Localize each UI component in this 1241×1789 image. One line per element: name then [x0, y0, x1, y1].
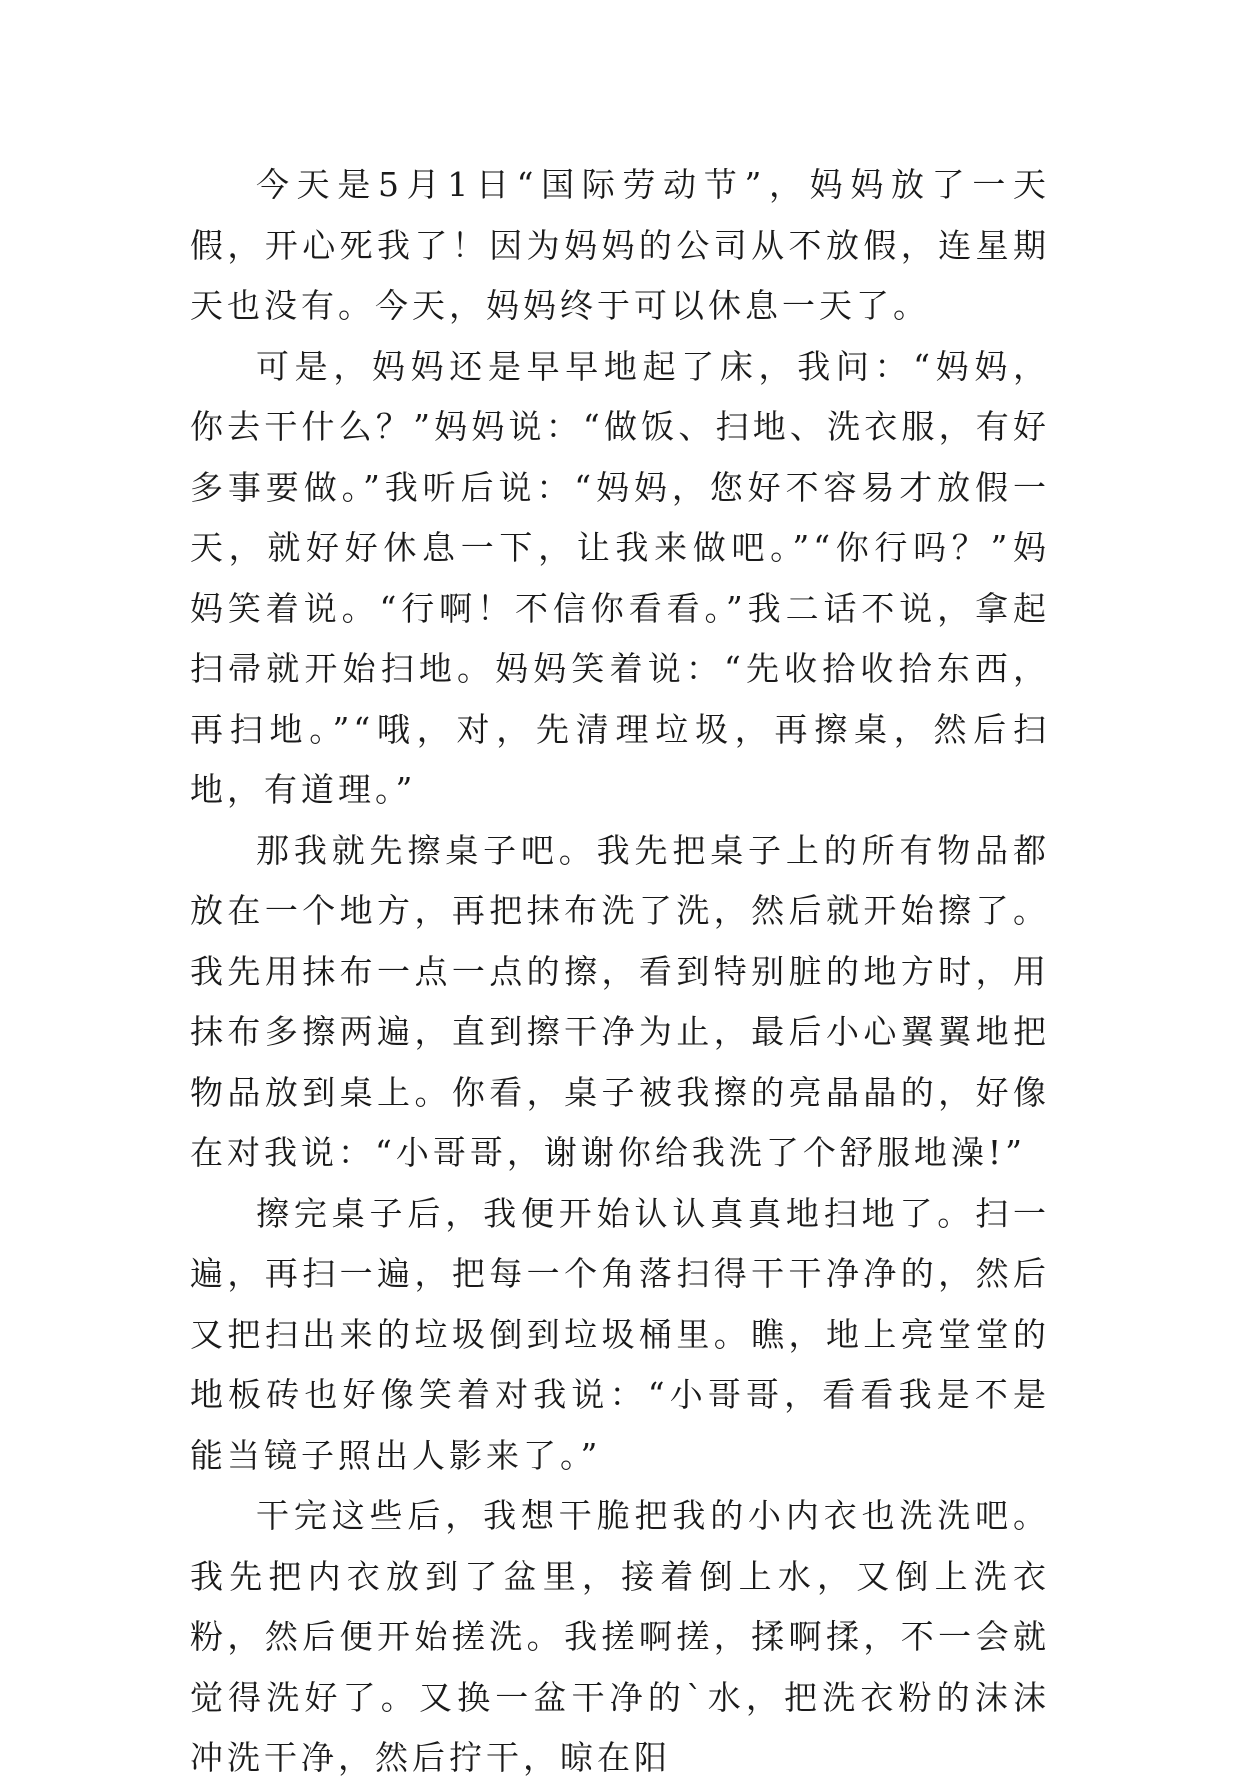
paragraph-4: 擦完桌子后，我便开始认认真真地扫地了。扫一遍，再扫一遍，把每一个角落扫得干干净净的，然后又把扫出来的垃圾倒到垃圾桶里。瞧，地上亮堂堂的地板砖也好像笑着对我说：“小哥哥，看看我是不是能当镜子照出人影来了。”: [190, 1193, 1050, 1475]
paragraph-5: 干完这些后，我想干脆把我的小内衣也洗洗吧。我先把内衣放到了盆里，接着倒上水，又倒上洗衣粉，然后便开始搓洗。我搓啊搓，揉啊揉，不一会就觉得洗好了。又换一盆干净的`水，把洗衣粉的沫沫冲洗干净，然后拧干，晾在阳: [190, 1496, 1050, 1777]
paragraph-2: 可是，妈妈还是早早地起了床，我问：“妈妈，你去干什么？”妈妈说：“做饭、扫地、洗衣服，有好多事要做。”我听后说：“妈妈，您好不容易才放假一天，就好好休息一下，让我来做吧。”“你行吗？”妈妈笑着说。“行啊！不信你看看。”我二话不说，拿起扫帚就开始扫地。妈妈笑着说：“先收拾收拾东西，再扫地。”“哦，对，先清理垃圾，再擦桌，然后扫地，有道理。”: [190, 346, 1050, 809]
paragraph-1: 今天是5月1日“国际劳动节”，妈妈放了一天假，开心死我了！因为妈妈的公司从不放假，连星期天也没有。今天，妈妈终于可以休息一天了。: [190, 165, 1050, 325]
paragraph-3: 那我就先擦桌子吧。我先把桌子上的所有物品都放在一个地方，再把抹布洗了洗，然后就开始擦了。我先用抹布一点一点的擦，看到特别脏的地方时，用抹布多擦两遍，直到擦干净为止，最后小心翼翼地把物品放到桌上。你看，桌子被我擦的亮晶晶的，好像在对我说：“小哥哥，谢谢你给我洗了个舒服地澡!”: [190, 830, 1050, 1172]
document-body: [190, 155, 1050, 1789]
